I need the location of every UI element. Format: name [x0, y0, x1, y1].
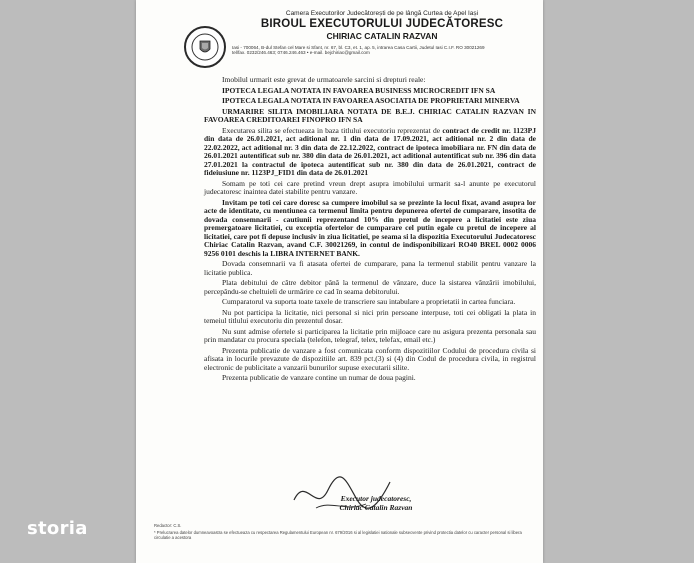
encumbrance-3: URMARIRE SILITA IMOBILIARA NOTATA DE B.E.J. CHIRIAC CATALIN RAZVAN IN FAVOAREA CREDITOAREI FINOPRO IFN SA [204, 106, 536, 124]
summons-paragraph: Somam pe toti cei care pretind vreun drept asupra imobilului urmarit sa-l anunte pe executorul judecatoresc inaintea datei stabilite pentru vanzare. [204, 178, 536, 196]
office-address: Iasi - 700064, B-dul Stefan cel Mare si Sfant, nr. 67, bl. C3, et. 1, ap. 5, intrarea Casa Cartii, Judetul Iasi C.I.F. RO 30021269 [232, 45, 485, 50]
background-right [543, 0, 694, 563]
signature-name: Chiriac Catalin Razvan [339, 503, 413, 512]
publication-paragraph: Prezenta publicatie de vanzare a fost comunicata conform dispozitiilor Codului de procedura civila si afisata in locurile prevazute de dispozitiile art. 839 pct.(3) si (4) din Codul de procedura civila, in registrul electronic de publicitate a vanzarii bunurilor supuse executarii silite. [204, 345, 536, 372]
storia-logo: storia [27, 518, 88, 539]
page-count-paragraph: Prezenta publicatie de vanzare contine un numar de doua pagini. [222, 373, 416, 382]
enforcement-title-text: Executarea silita se efectueaza in baza titlului executoriu reprezentat de [222, 125, 443, 135]
deposit-proof-paragraph: Dovada consemnarii va fi atasata ofertei de cumparare, pana la termenul stabilit pentru vanzare la licitatie publica. [204, 259, 536, 277]
enforcement-title-contracts: contract de credit nr. 1123PJ din data de 26.01.2021, act aditional nr. 1 din data de 17.09.2021, act aditional nr. 2 din data de 22.02.2022, act aditional nr. 3 din data de 22.12.2022, contract de ipoteca imobiliara nr. FN din data de 26.01.2021 autentificat sub nr. 380 din data de 26.01.2021, act aditional autentificat sub nr. 396 din data 27.01.2021 la contractul de ipoteca autentificat sub nr. 380 din data de 26.01.2021, contract de fideiusiune nr. 1123PJ_FID1 din data de 26.01.2021 [204, 125, 536, 177]
debt-payment-paragraph: Plata debitului de către debitor până la termenul de vânzare, duce la sistarea vânzării imobilului, percepându-se cheltuieli de urmărire ce cad în seama debitorului. [204, 278, 536, 296]
office-title: BIROUL EXECUTORULUI JUDECĂTORESC [260, 18, 504, 30]
document-page [136, 0, 543, 563]
bailiff-name: CHIRIAC CATALIN RAZVAN [326, 31, 438, 41]
signature-title: Executor judecatoresc, [340, 494, 412, 503]
signature-block [306, 494, 446, 512]
encumbrance-2: IPOTECA LEGALA NOTATA IN FAVOAREA ASOCIATIA DE PROPRIETARI MINERVA [222, 96, 520, 105]
remote-offers-paragraph: Nu sunt admise ofertele si participarea la licitatie prin mijloace care nu asigura prezenta personala sau prin mandatar cu procura speciala (telefon, telegraf, telex, telefax, email etc.) [204, 326, 536, 344]
letterhead [232, 10, 532, 55]
encumbrance-1: IPOTECA LEGALA NOTATA IN FAVOAREA BUSINESS MICROCREDIT IFN SA [222, 85, 496, 95]
encumbrances-intro: Imobilul urmarit este grevat de urmatoarele sarcini si drepturi reale: [222, 75, 426, 84]
office-contact: tel/fax. 0232/246.463; 0746.246.463 • e-mail. bejchiriac@gmail.com [232, 50, 370, 55]
document-body [204, 76, 536, 385]
gdpr-note: * Prelucrarea datelor dumneavoastra se efectueaza cu respectarea Regulamentului European nr. 679/2016 si al legislatiei nationale subsecvente privind protectia datelor cu caracter personal si libera circulatie a acestora [154, 530, 522, 540]
chamber-name: Camera Executorilor Judecătorești de pe lângă Curtea de Apel Iași [285, 10, 479, 17]
excluded-bidders-paragraph: Nu pot participa la licitatie, nici personal si nici prin persoane interpuse, toti cei obligati la plata in temeiul titlului executoriu din prezentul dosar. [204, 307, 536, 325]
background-left [0, 0, 136, 563]
enforcement-title-paragraph [204, 127, 536, 178]
buyer-fees-paragraph: Cumparatorul va suporta toate taxele de transcriere sau intabulare a proprietatii in cartea funciara. [222, 297, 516, 306]
redactor-note: Redactor: C.S. [154, 523, 182, 528]
emblem-seal-icon [184, 26, 226, 68]
invitation-paragraph: Invitam pe toti cei care doresc sa cumpere imobilul sa se prezinte la locul fixat, avand asupra lor acte de identitate, cu mentiunea ca termenul limita pentru depunerea ofertei de cumparare, insotita de dovada consemnarii - cautiunii reprezentand 10% din pretul de incepere a licitatiei este ziua premergatoare licitatiei, cu exceptia ofertelor de cumparare cel putin egale cu pretul de incepere al licitatiei, care pot fi depuse inclusiv in ziua licitatiei, pe seama si la dispozitia Executorului Judecatoresc Chiriac Catalin Razvan, avand C.F. 30021269, in contul de indisponibilizari RO40 BREL 0002 0006 9256 0101 deschis la LIBRA INTERNET BANK. [204, 197, 536, 258]
